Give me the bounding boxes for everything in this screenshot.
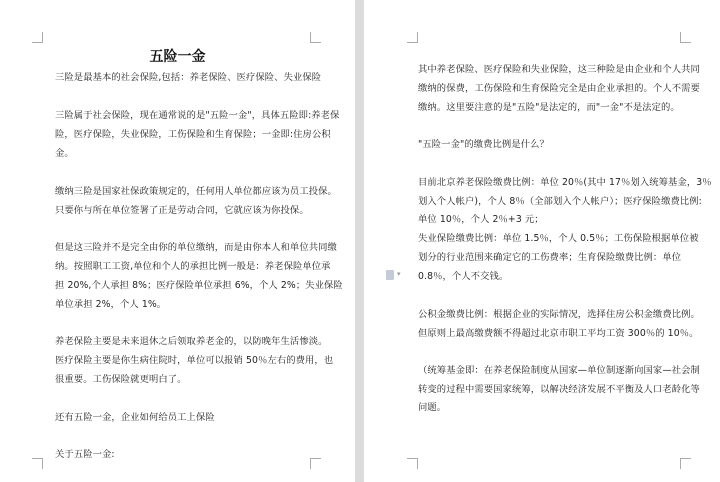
text-line: 纳。按照职工工资,单位和个人的承担比例一般是：养老保险单位承 xyxy=(55,261,331,272)
text-line: 单位承担 2%，个人 1%。 xyxy=(55,299,167,310)
text-line: 险，医疗保险，失业保险，工伤保险和生育保险；一金即:住房公积 xyxy=(55,129,331,140)
text-line: 还有五险一金，企业如何给员工上保险 xyxy=(55,412,215,423)
text-line: 缴纳三险是国家社保政策规定的，任何用人单位都应该为员工投保。 xyxy=(55,186,337,197)
text-line: 划分的行业范围来确定它的工伤费率；生育保险缴费比例：单位 xyxy=(418,252,682,263)
text-line: 很重要。工伤保险就更明白了。 xyxy=(55,374,187,385)
text-line: 缴纳的保费，工伤保险和生育保险完全是由企业承担的。个人不需要 xyxy=(418,83,700,94)
document-title: 五险一金 xyxy=(149,49,206,65)
text-line: 担 20%,个人承担 8%；医疗保险单位承担 6%，个人 2%；失业保险 xyxy=(55,280,343,291)
text-line: 医疗保险主要是你生病住院时，单位可以报销 50％左右的费用，也 xyxy=(55,355,334,366)
text-line: 金。 xyxy=(55,148,74,159)
margin-corner-mark xyxy=(310,458,321,469)
margin-corner-mark xyxy=(32,32,43,43)
text-line: 0.8％，个人不交钱。 xyxy=(418,271,509,282)
margin-corner-mark xyxy=(680,458,691,469)
text-line: 养老保险主要是未来退休之后领取养老金的，以防晚年生活惨淡。 xyxy=(55,336,328,347)
text-line: 失业保险缴费比例：单位 1.5％，个人 0.5％；工伤保险根据单位被 xyxy=(418,233,699,244)
text-line: （统筹基金即：在养老保险制度从国家—单位制逐渐向国家—社会制 xyxy=(418,365,700,376)
text-line: 三险属于社会保险，现在通常说的是"五险一金"，具体五险即:养老保 xyxy=(55,110,340,121)
text-line: "五险一金"的缴费比例是什么？ xyxy=(418,139,549,150)
paragraph-doc-icon[interactable] xyxy=(386,270,394,280)
text-line: 但原则上最高缴费额不得超过北京市职工平均工资 300％的 10％。 xyxy=(418,328,699,339)
margin-corner-mark xyxy=(407,32,418,43)
text-line: 但是这三险并不是完全由你的单位缴纳，而是由你本人和单位共同缴 xyxy=(55,242,337,253)
text-line: 缴纳。这里要注意的是"五险"是法定的，而"一金"不是法定的。 xyxy=(418,102,680,113)
text-line: 三险是最基本的社会保险,包括：养老保险、医疗保险、失业保险 xyxy=(55,72,322,83)
margin-corner-mark xyxy=(32,458,43,469)
text-line: 只要你与所在单位签署了正是劳动合同，它就应该为你投保。 xyxy=(55,205,309,216)
text-line: 划入个人帐户)，个人 8％（全部划入个人帐户）；医疗保险缴费比例: xyxy=(418,196,702,207)
margin-corner-mark xyxy=(310,32,321,43)
chevron-down-icon[interactable]: ▾ xyxy=(397,270,401,278)
margin-corner-mark xyxy=(680,32,691,43)
document-page-1 xyxy=(0,0,355,482)
margin-corner-mark xyxy=(407,458,418,469)
text-line: 单位 10％，个人 2％+3 元； xyxy=(418,214,544,225)
text-line: 其中养老保险、医疗保险和失业保险，这三种险是由企业和个人共同 xyxy=(418,64,700,75)
document-page-2 xyxy=(364,0,720,482)
text-line: 关于五险一金: xyxy=(55,449,115,460)
text-line: 目前北京养老保险缴费比例：单位 20％(其中 17％划入统筹基金，3％ xyxy=(418,177,712,188)
text-line: 问题。 xyxy=(418,402,447,413)
text-line: 转变的过程中需要国家统筹，以解决经济发展不平衡及人口老龄化等 xyxy=(418,384,700,395)
text-line: 公积金缴费比例：根据企业的实际情况，选择住房公积金缴费比例。 xyxy=(418,309,700,320)
